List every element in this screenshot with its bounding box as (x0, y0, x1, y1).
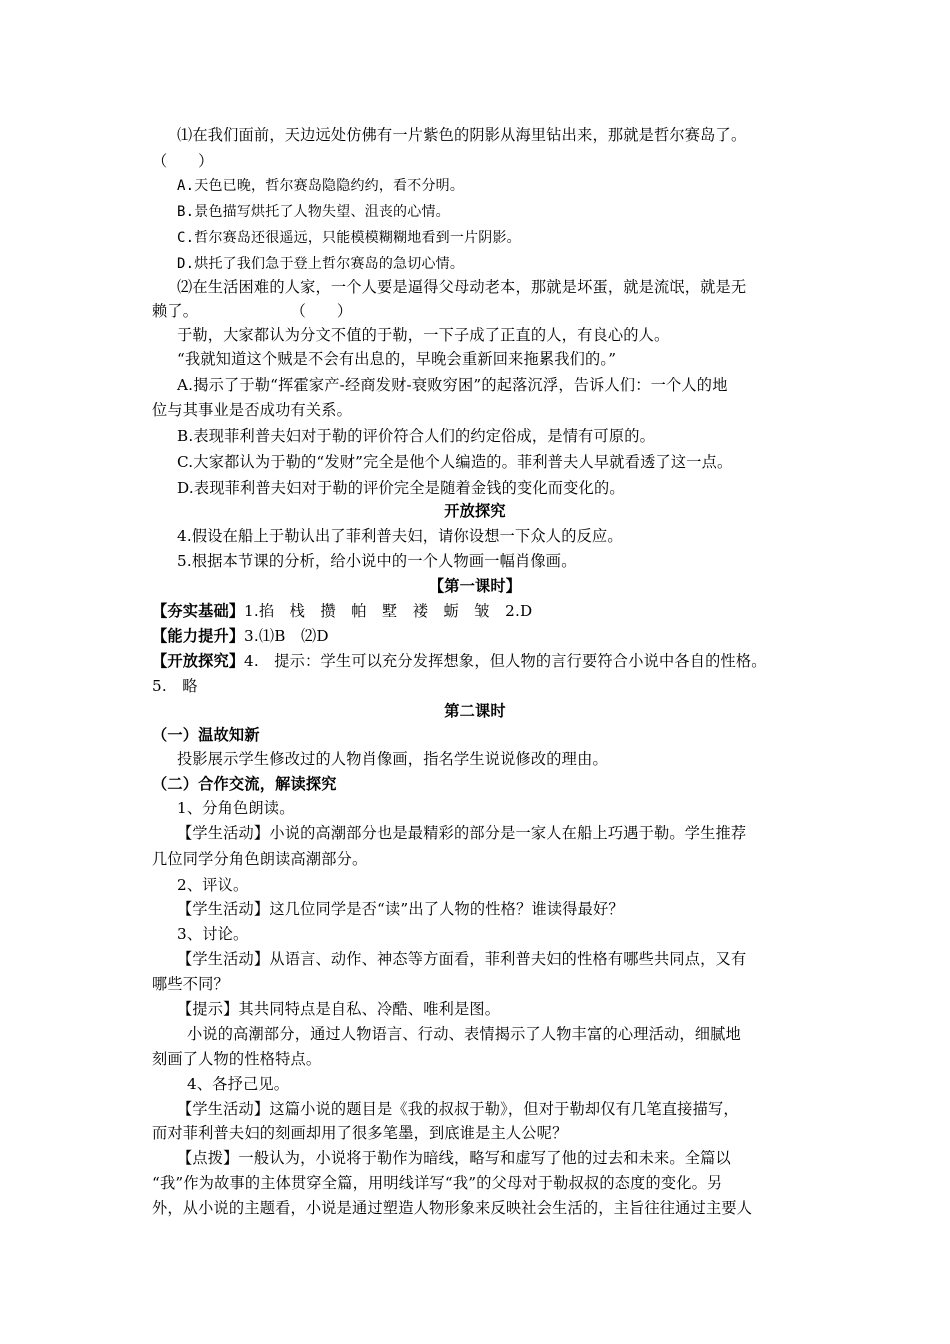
section-heading: 开放探究 (444, 502, 506, 520)
text-line: 刻画了人物的性格特点。 (152, 1050, 322, 1068)
text-line: 于勒，大家都认为分文不值的于勒，一下子成了正直的人，有良心的人。 (177, 326, 670, 344)
text-line: A.天色已晚，哲尔赛岛隐隐约约，看不分明。 (177, 178, 465, 194)
text-line: 小说的高潮部分，通过人物语言、行动、表情揭示了人物丰富的心理活动，细腻地 (187, 1025, 741, 1043)
subheading: （一）温故知新 (152, 726, 260, 744)
text-line: C.哲尔赛岛还很遥远，只能模模糊糊地看到一片阴影。 (177, 230, 521, 246)
text-line: ⑴在我们面前，天边远处仿佛有一片紫色的阴影从海里钻出来，那就是哲尔赛岛了。 (177, 126, 747, 144)
text-line: 【学生活动】从语言、动作、神态等方面看，菲利普夫妇的性格有哪些共同点，又有 (177, 950, 747, 968)
answer-label: 【开放探究】 (152, 652, 245, 670)
text-line: “我”作为故事的主体贯穿全篇，用明线详写“我”的父母对于勒叔叔的态度的变化。另 (152, 1174, 723, 1192)
text-line: 哪些不同？ (152, 975, 229, 993)
section-heading: 第二课时 (444, 702, 506, 720)
text-line: 5. 略 (152, 677, 198, 695)
answer-text: 3.⑴B ⑵D (244, 627, 329, 645)
text-line: 投影展示学生修改过的人物肖像画，指名学生说说修改的理由。 (177, 750, 608, 768)
text-line: 【学生活动】这篇小说的题目是《我的叔叔于勒》，但对于勒却仅有几笔直接描写， (177, 1100, 739, 1118)
answer-label: 【能力提升】 (152, 627, 245, 645)
text-line: 2、评议。 (177, 876, 249, 894)
text-line: 赖了。 （ ） (152, 302, 353, 320)
answer-text: 4. 提示：学生可以充分发挥想象，但人物的言行要符合小说中各自的性格。 (244, 652, 767, 670)
text-line: （ ） (152, 152, 214, 170)
text-line: 5.根据本节课的分析，给小说中的一个人物画一幅肖像画。 (177, 552, 577, 570)
text-line: 位与其事业是否成功有关系。 (152, 401, 353, 419)
text-line: 【点拨】一般认为，小说将于勒作为暗线，略写和虚写了他的过去和未来。全篇以 (177, 1149, 731, 1167)
text-line: 1、分角色朗读。 (177, 799, 295, 817)
text-line: 4、各抒己见。 (187, 1075, 290, 1093)
text-line: 4.假设在船上于勒认出了菲利普夫妇，请你设想一下众人的反应。 (177, 527, 623, 545)
subheading: （二）合作交流，解读探究 (152, 775, 337, 793)
text-line: 3、讨论。 (177, 925, 249, 943)
text-line: 【学生活动】小说的高潮部分也是最精彩的部分是一家人在船上巧遇于勒。学生推荐 (177, 824, 747, 842)
text-line: D.烘托了我们急于登上哲尔赛岛的急切心情。 (177, 256, 465, 272)
text-line: ⑵在生活困难的人家，一个人要是逼得父母动老本，那就是坏蛋，就是流氓，就是无 (177, 278, 747, 296)
text-line: 外，从小说的主题看，小说是通过塑造人物形象来反映社会生活的，主旨往往通过主要人 (152, 1199, 753, 1217)
text-line: 【学生活动】这几位同学是否“读”出了人物的性格？谁读得最好？ (177, 900, 624, 918)
text-line: D.表现菲利普夫妇对于勒的评价完全是随着金钱的变化而变化的。 (177, 479, 625, 497)
text-line: “我就知道这个贼是不会有出息的，早晚会重新回来拖累我们的。” (177, 350, 617, 368)
text-line: A.揭示了于勒“挥霍家产-经商发财-衰败穷困”的起落沉浮，告诉人们：一个人的地 (177, 376, 728, 394)
text-line: 而对菲利普夫妇的刻画却用了很多笔墨，到底谁是主人公呢？ (152, 1124, 568, 1142)
answer-text: 1.掐 栈 攒 帕 墅 褛 蛎 皱 2.D (244, 602, 533, 620)
text-line: 【提示】其共同特点是自私、冷酷、唯利是图。 (177, 1000, 501, 1018)
text-line: B.表现菲利普夫妇对于勒的评价符合人们的约定俗成，是情有可原的。 (177, 427, 656, 445)
text-line: C.大家都认为于勒的“发财”完全是他个人编造的。菲利普夫人早就看透了这一点。 (177, 453, 733, 471)
section-heading: 【第一课时】 (428, 577, 522, 595)
text-line: B.景色描写烘托了人物失望、沮丧的心情。 (177, 204, 450, 220)
text-line: 几位同学分角色朗读高潮部分。 (152, 850, 368, 868)
answer-label: 【夯实基础】 (152, 602, 245, 620)
